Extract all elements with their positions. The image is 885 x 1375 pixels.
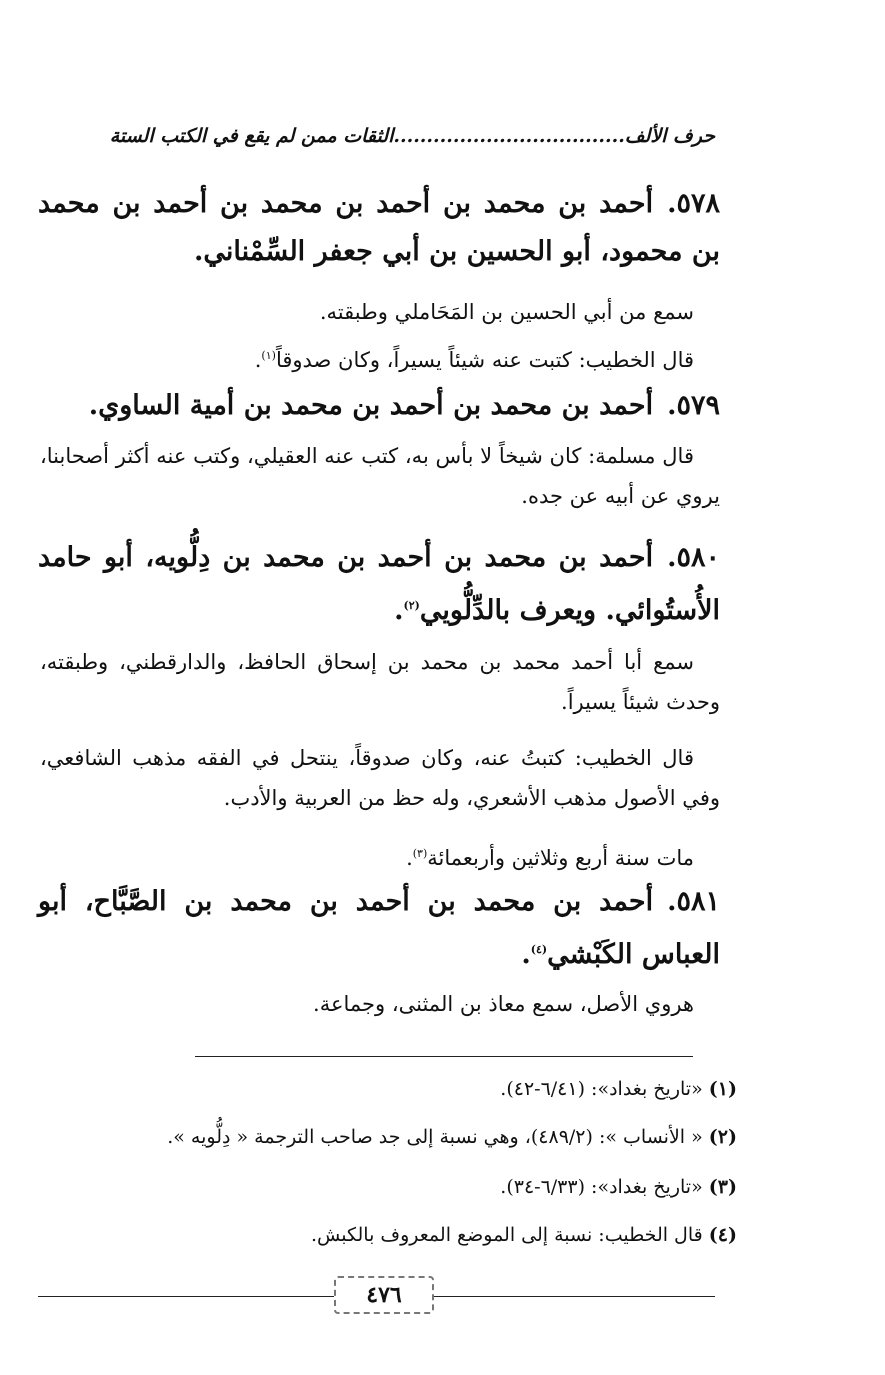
running-header — [48, 122, 715, 150]
footnote-ref: (١) — [261, 349, 276, 362]
footnote — [120, 1172, 737, 1202]
footnote-ref: (٣) — [412, 847, 428, 860]
paragraph-punct: . — [254, 348, 262, 372]
paragraph-text: مات سنة أربع وثلاثين وأربعمائة — [427, 846, 694, 870]
paragraph — [40, 642, 720, 722]
paragraph-text: قال الخطيب: كتبت عنه شيئاً يسيراً، وكان صدوقاً — [275, 348, 694, 372]
entry-title-579 — [38, 382, 720, 430]
entry-title-580: ٥٨٠.أحمد بن محمد بن أحمد بن محمد بن دِلُّويه، أبو حامد الأُستُوائي. ويعرف بالدِّلُّويي$^{(٢)}$. — [38, 542, 720, 626]
footnote-number: (٢) — [708, 1126, 737, 1148]
paragraph-text: سمع من أبي الحسين بن المَحَاملي وطبقته. — [319, 300, 694, 324]
paragraph — [40, 984, 720, 1024]
header-dots: ................................... — [393, 125, 625, 147]
entry-title-578 — [38, 180, 720, 276]
entry-title-text: أحمد بن محمد بن أحمد بن محمد بن الصَّبَّاح، أبو العباس الكَبْشي — [38, 886, 720, 970]
entry-number: ٥٨١. — [667, 886, 720, 917]
paragraph — [40, 436, 720, 516]
paragraph-text: سمع أبا أحمد محمد بن محمد بن إسحاق الحافظ، والدارقطني، وطبقته، وحدث شيئاً يسيراً. — [40, 650, 720, 714]
entry-title-581: ٥٨١.أحمد بن محمد بن أحمد بن محمد بن الصَّبَّاح، أبو العباس الكَبْشي$^{(٤)}$. — [38, 886, 720, 970]
header-book-title: الثقات ممن لم يقع في الكتب الستة — [109, 125, 394, 147]
page-number: ٤٧٦ — [334, 1276, 434, 1314]
paragraph — [40, 336, 720, 380]
footnote-text: « الأنساب »: (٤٨٩/٢)، وهي نسبة إلى جد صاحب الترجمة « دِلُّويه ». — [167, 1126, 703, 1148]
footer-rule-right — [430, 1296, 715, 1297]
footer-rule-left — [38, 1296, 334, 1297]
footnote — [120, 1220, 737, 1250]
footnote-ref: (٢) — [403, 599, 420, 612]
footnote-separator — [195, 1056, 693, 1057]
entry-number: ٥٧٩. — [667, 390, 720, 421]
entry-number: ٥٧٨. — [667, 188, 720, 219]
paragraph — [40, 738, 720, 818]
footnote — [120, 1122, 737, 1152]
paragraph — [40, 834, 720, 878]
footnote-text: قال الخطيب: نسبة إلى الموضع المعروف بالكبش. — [311, 1224, 703, 1246]
footnote-ref: (٤) — [530, 943, 548, 956]
paragraph-text: هروي الأصل، سمع معاذ بن المثنى، وجماعة. — [313, 992, 694, 1016]
paragraph-text: قال مسلمة: كان شيخاً لا بأس به، كتب عنه العقيلي، وكتب عنه أكثر أصحابنا، يروي عن أبيه عن جده. — [40, 444, 720, 508]
entry-title-text: أحمد بن محمد بن أحمد بن محمد بن أمية الساوي. — [88, 390, 654, 421]
footnote-text: «تاريخ بغداد»: (٦/٤١-٤٢). — [500, 1078, 703, 1100]
entry-title-text: أحمد بن محمد بن أحمد بن محمد بن دِلُّويه، أبو حامد الأُستُوائي. ويعرف بالدِّلُّويي — [38, 542, 720, 626]
paragraph-text: قال الخطيب: كتبتُ عنه، وكان صدوقاً، ينتحل في الفقه مذهب الشافعي، وفي الأصول مذهب الأشعري، وله حظ من العربية والأدب. — [40, 746, 720, 810]
footnote-number: (٣) — [708, 1176, 737, 1198]
entry-title-text: أحمد بن محمد بن أحمد بن محمد بن أحمد بن محمد بن محمود، أبو الحسين بن أبي جعفر السِّمْناني. — [38, 188, 720, 267]
header-chapter: حرف الألف — [624, 125, 715, 147]
paragraph-punct: . — [406, 846, 413, 870]
footnote-text: «تاريخ بغداد»: (٦/٣٣-٣٤). — [500, 1176, 703, 1198]
paragraph — [40, 292, 720, 332]
footnote-number: (١) — [708, 1078, 737, 1100]
footnote — [120, 1074, 737, 1104]
entry-number: ٥٨٠. — [667, 542, 720, 573]
footnote-number: (٤) — [708, 1224, 737, 1246]
